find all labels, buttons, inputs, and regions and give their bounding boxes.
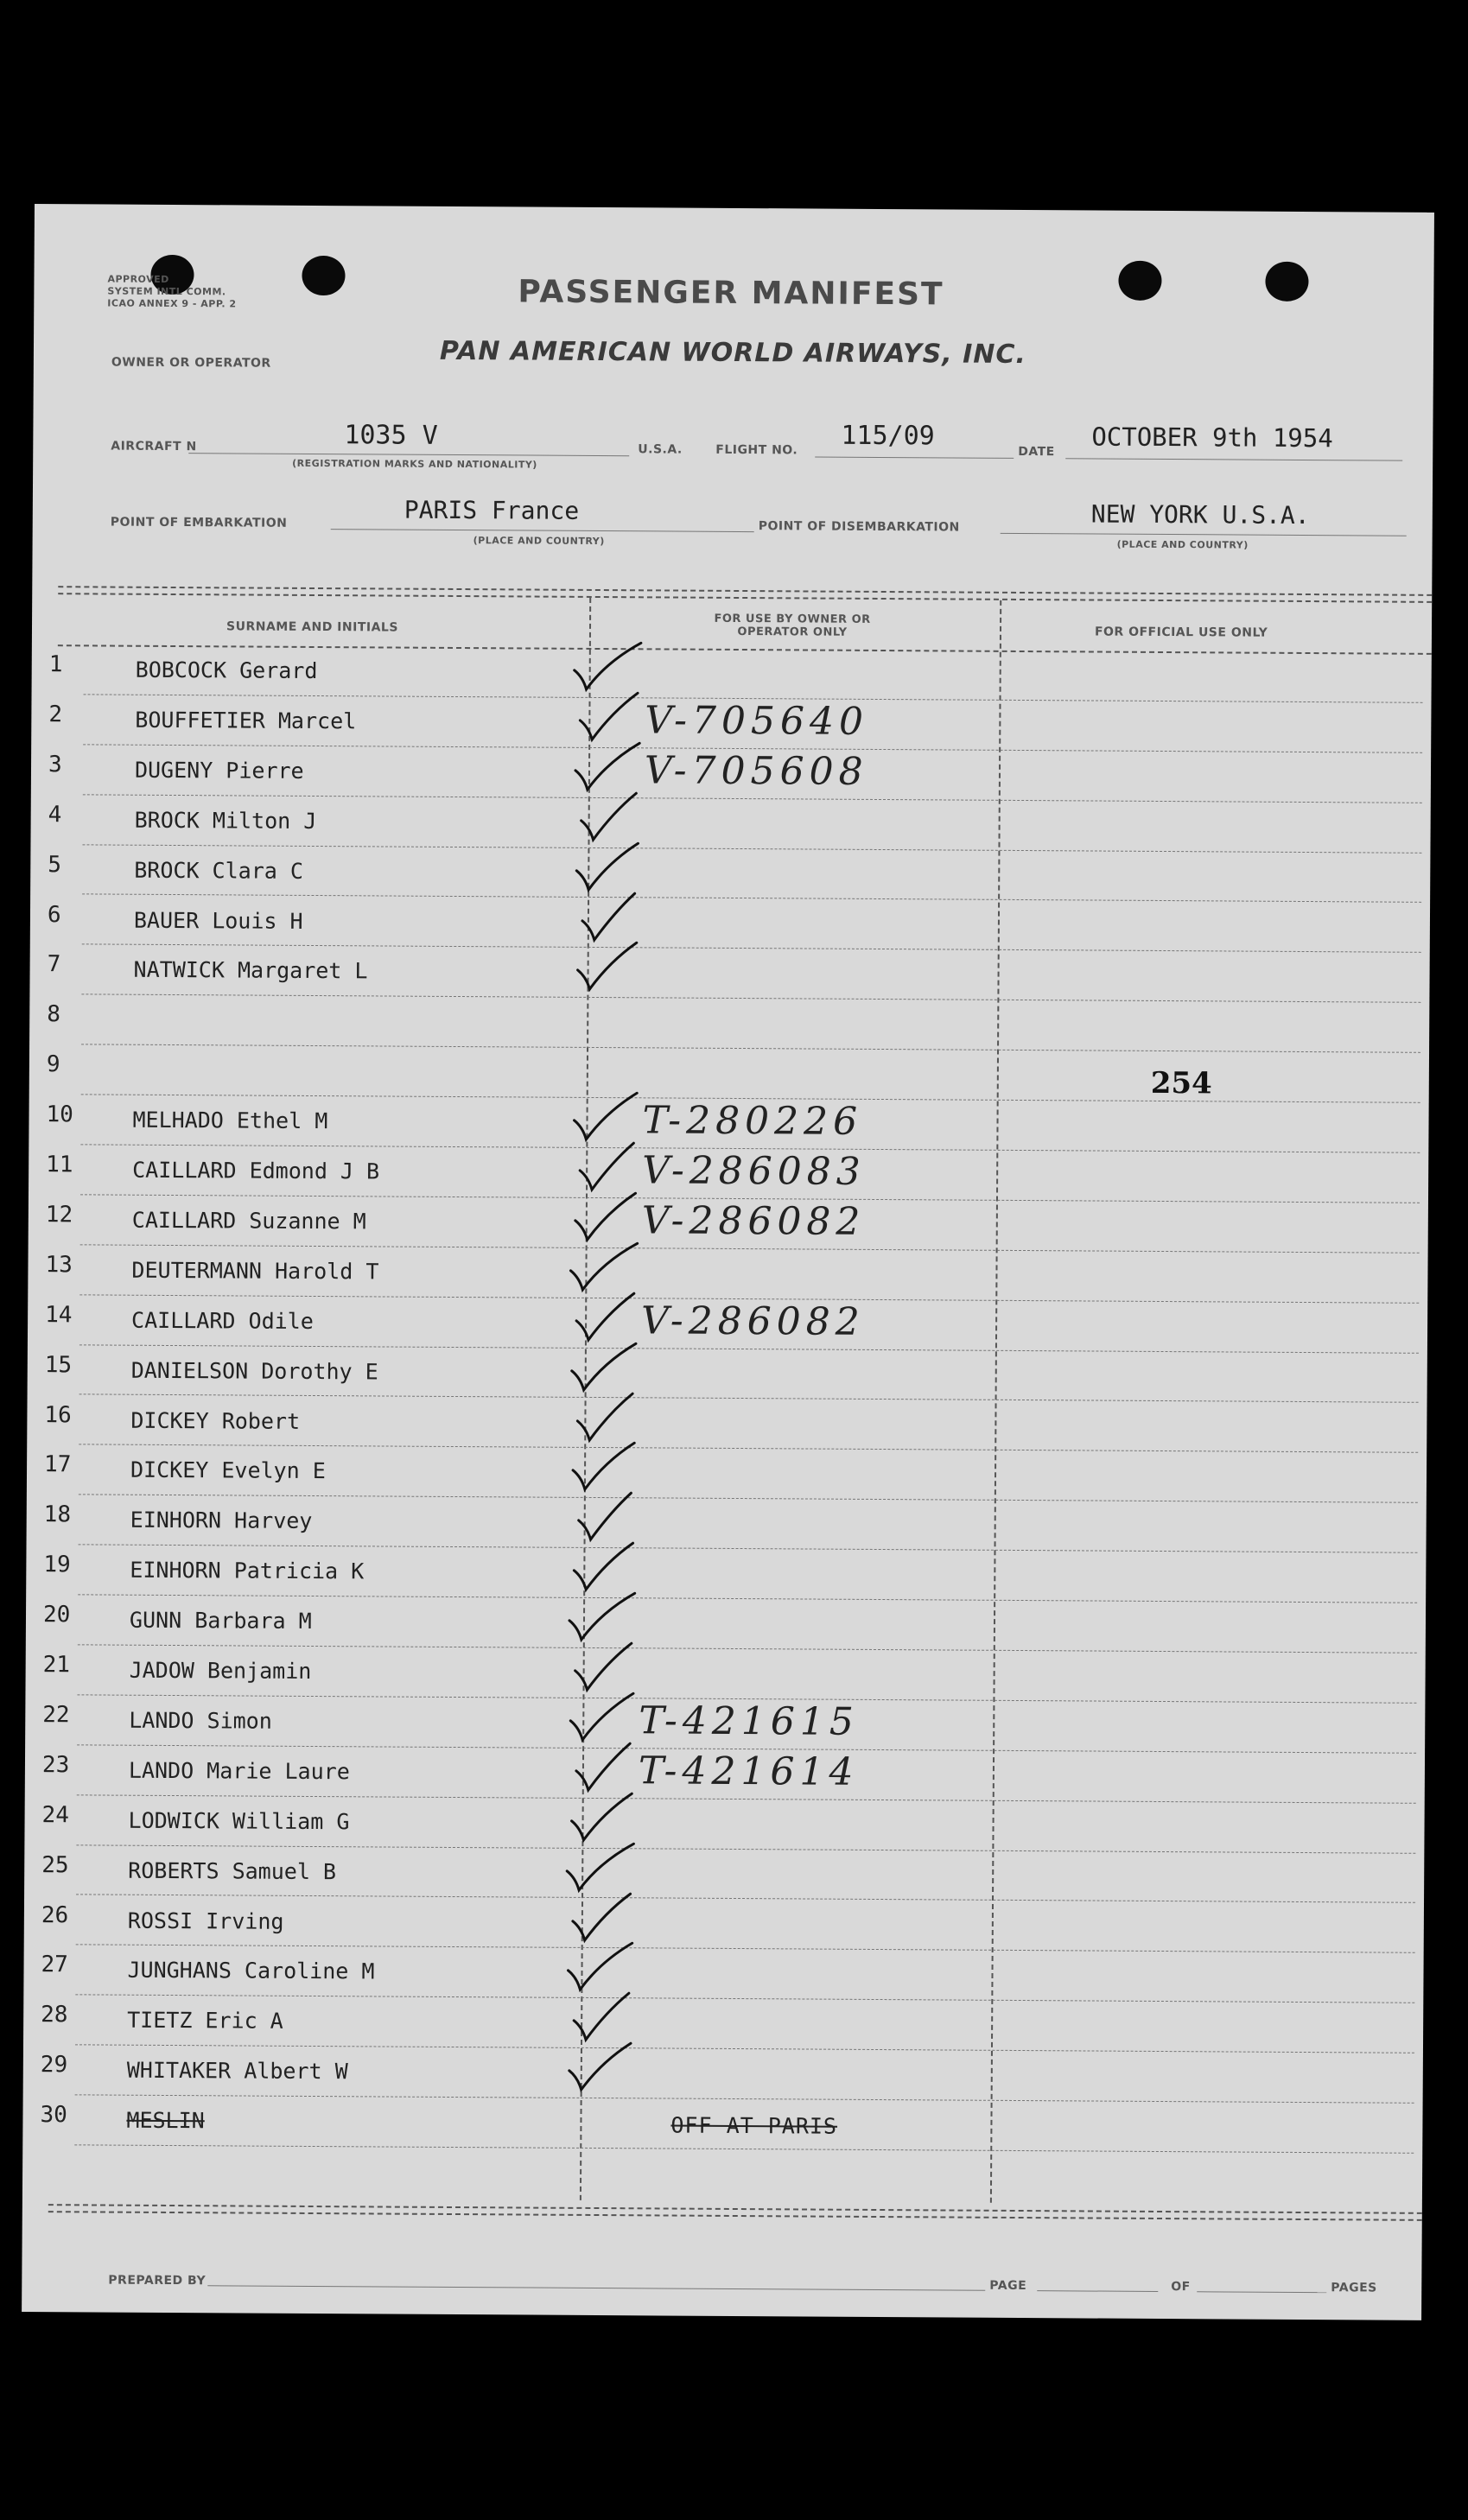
- disembark-underline: [1001, 533, 1407, 536]
- row-number: 10: [46, 1101, 73, 1128]
- table-row: [40, 2095, 1414, 2154]
- row-number: 30: [40, 2102, 67, 2129]
- passenger-name: TIETZ Eric A: [127, 2007, 283, 2034]
- row-number: 28: [41, 2002, 68, 2028]
- row-number: 12: [45, 1201, 73, 1228]
- passenger-name: LANDO Simon: [129, 1707, 272, 1734]
- table-row: [43, 1445, 1418, 1504]
- passenger-name: DEUTERMANN Harold T: [131, 1257, 379, 1285]
- table-row: [45, 1295, 1419, 1354]
- passenger-name: JADOW Benjamin: [129, 1657, 312, 1684]
- row-number: 6: [47, 901, 61, 928]
- owner-label: OWNER OR OPERATOR: [111, 355, 271, 371]
- registration-caption: (REGISTRATION MARKS AND NATIONALITY): [292, 457, 537, 471]
- table-row: [41, 1745, 1416, 1804]
- aircraft-underline: [188, 453, 629, 456]
- pages-label: PAGES: [1331, 2281, 1377, 2295]
- of-label: OF: [1171, 2280, 1191, 2295]
- passenger-name: ROSSI Irving: [127, 1907, 284, 1934]
- table-row: [47, 895, 1421, 954]
- passenger-name: MESLIN: [126, 2107, 205, 2134]
- operator-note: V-286083: [642, 1148, 866, 1194]
- page-label: PAGE: [989, 2278, 1027, 2294]
- table-row: [44, 1345, 1419, 1404]
- manifest-title: PASSENGER MANIFEST: [518, 274, 944, 313]
- row-number: 20: [42, 1602, 71, 1628]
- row-number: 8: [47, 1001, 61, 1028]
- checkmark-icon: [565, 936, 643, 997]
- prepared-underline: [207, 2285, 985, 2290]
- row-number: 19: [43, 1552, 71, 1578]
- operator-note: V-705608: [644, 748, 868, 794]
- operator-name: PAN AMERICAN WORLD AIRWAYS, INC.: [439, 335, 1026, 371]
- passenger-name: DUGENY Pierre: [134, 757, 304, 784]
- row-number: 2: [48, 701, 63, 728]
- passenger-name: DICKEY Evelyn E: [130, 1457, 326, 1484]
- operator-note: T-421614: [638, 1749, 859, 1794]
- manifest-sheet: [22, 204, 1434, 2320]
- passenger-name: MELHADO Ethel M: [132, 1107, 328, 1134]
- passenger-name: EINHORN Patricia K: [130, 1557, 365, 1584]
- table-row: [44, 1395, 1418, 1454]
- operator-note: T-280226: [642, 1098, 863, 1144]
- col-owner-header: FOR USE BY OWNER OR OPERATOR ONLY: [714, 612, 871, 639]
- passenger-name: LANDO Marie Laure: [128, 1757, 350, 1785]
- page-underline: [1037, 2290, 1158, 2292]
- official-note: 254: [1150, 1065, 1212, 1101]
- table-row: [48, 695, 1422, 753]
- date-label: DATE: [1018, 444, 1055, 460]
- table-row: [41, 1995, 1414, 2053]
- table-row: [41, 1795, 1415, 1854]
- place-caption-1: (PLACE AND COUNTRY): [473, 535, 605, 548]
- passenger-name: WHITAKER Albert W: [126, 2057, 348, 2085]
- passenger-name: NATWICK Margaret L: [133, 957, 368, 984]
- table-row: [43, 1545, 1417, 1603]
- of-underline: [1197, 2291, 1326, 2293]
- row-number: 9: [46, 1051, 60, 1078]
- table-row: [47, 994, 1420, 1053]
- row-number: 15: [44, 1351, 73, 1378]
- table-row: [42, 1595, 1417, 1654]
- table-row: [48, 644, 1423, 703]
- aircraft-value: 1035 V: [344, 420, 438, 451]
- date-underline: [1065, 458, 1402, 460]
- row-number: 14: [45, 1301, 73, 1328]
- row-number: 5: [48, 851, 62, 878]
- table-row: [48, 745, 1422, 803]
- passenger-name: BOUFFETIER Marcel: [135, 707, 357, 734]
- usa-label: U.S.A.: [638, 442, 683, 457]
- date-value: OCTOBER 9th 1954: [1091, 422, 1333, 454]
- passenger-name: CAILLARD Edmond J B: [132, 1157, 380, 1184]
- passenger-name: DANIELSON Dorothy E: [130, 1357, 378, 1385]
- embark-label: POINT OF EMBARKATION: [110, 515, 288, 530]
- table-row: [48, 795, 1421, 854]
- row-number: 3: [48, 751, 62, 778]
- operator-note: OFF AT PARIS: [670, 2112, 838, 2139]
- place-caption-2: (PLACE AND COUNTRY): [1116, 538, 1249, 551]
- row-number: 27: [41, 1952, 68, 1978]
- passenger-name: LODWICK William G: [128, 1807, 350, 1834]
- table-row: [45, 1195, 1420, 1254]
- approval-line-2: SYSTEM INTL COMM.: [107, 285, 226, 298]
- row-rule: [74, 2144, 1414, 2153]
- row-number: 21: [42, 1652, 71, 1679]
- row-number: 23: [41, 1751, 70, 1779]
- passenger-name: BROCK Milton J: [134, 807, 317, 834]
- embark-underline: [331, 529, 754, 532]
- aircraft-label: AIRCRAFT N: [111, 439, 197, 454]
- col-official-header: FOR OFFICIAL USE ONLY: [1094, 625, 1268, 640]
- row-number: 22: [42, 1701, 70, 1729]
- flight-underline: [815, 457, 1014, 459]
- table-row: [42, 1645, 1416, 1704]
- punch-hole: [302, 256, 345, 295]
- table-row: [46, 1145, 1420, 1203]
- row-number: 29: [40, 2052, 68, 2079]
- prepared-label: PREPARED BY: [108, 2273, 207, 2288]
- table-row: [46, 1044, 1420, 1103]
- passenger-name: BROCK Clara C: [134, 857, 304, 884]
- operator-note: V-286082: [640, 1298, 865, 1344]
- row-number: 26: [41, 1901, 69, 1928]
- row-number: 13: [45, 1251, 73, 1279]
- table-row: [47, 945, 1420, 1004]
- table-row: [43, 1495, 1418, 1553]
- passenger-name: CAILLARD Suzanne M: [131, 1207, 366, 1235]
- table-row: [41, 1845, 1415, 1904]
- col-surname-header: SURNAME AND INITIALS: [226, 619, 398, 635]
- row-number: 11: [46, 1152, 73, 1178]
- passenger-name: JUNGHANS Caroline M: [127, 1958, 375, 1984]
- approval-line-1: APPROVED: [107, 273, 169, 285]
- row-number: 4: [48, 801, 62, 828]
- passenger-name: BAUER Louis H: [133, 907, 303, 934]
- table-row: [41, 1895, 1415, 1954]
- row-number: 25: [41, 1851, 69, 1878]
- row-number: 17: [43, 1451, 72, 1478]
- passenger-name: ROBERTS Samuel B: [128, 1857, 337, 1884]
- operator-note: V-286082: [641, 1198, 866, 1244]
- table-row: [41, 1946, 1414, 2004]
- passenger-name: EINHORN Harvey: [130, 1508, 313, 1534]
- passenger-name: GUNN Barbara M: [129, 1607, 312, 1635]
- embark-value: PARIS France: [404, 495, 580, 525]
- table-row: [46, 1095, 1420, 1153]
- table-row: [45, 1245, 1419, 1304]
- table-row: [48, 845, 1421, 904]
- operator-note: V-705640: [645, 698, 869, 744]
- disembark-value: NEW YORK U.S.A.: [1090, 499, 1310, 530]
- row-number: 1: [48, 651, 63, 678]
- row-number: 16: [44, 1401, 72, 1428]
- flight-label: FLIGHT NO.: [715, 442, 798, 458]
- table-row: [42, 1695, 1416, 1754]
- punch-hole: [1265, 262, 1308, 302]
- approval-line-3: ICAO ANNEX 9 - APP. 2: [107, 297, 237, 310]
- passenger-name: CAILLARD Odile: [131, 1307, 314, 1334]
- passenger-name: BOBCOCK Gerard: [135, 657, 318, 684]
- operator-note: T-421615: [639, 1698, 859, 1744]
- row-number: 18: [43, 1501, 72, 1528]
- flight-value: 115/09: [841, 420, 935, 452]
- disembark-label: POINT OF DISEMBARKATION: [758, 519, 960, 535]
- row-number: 24: [41, 1801, 70, 1828]
- table-row: [40, 2045, 1414, 2104]
- checkmark-icon: [559, 2036, 637, 2098]
- punch-hole: [1118, 261, 1161, 301]
- row-number: 7: [47, 951, 61, 978]
- passenger-name: DICKEY Robert: [130, 1407, 301, 1434]
